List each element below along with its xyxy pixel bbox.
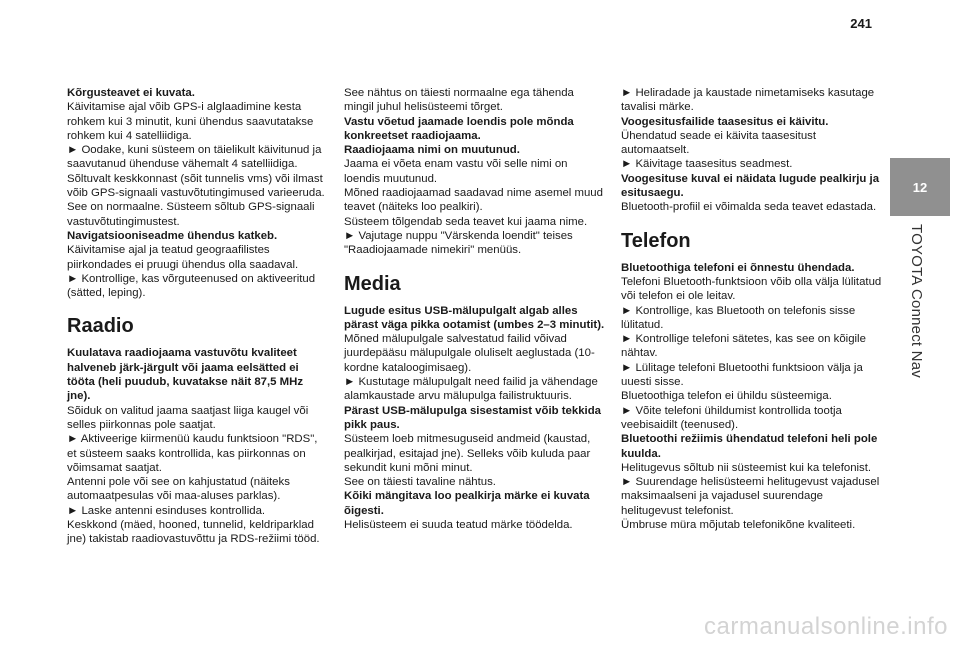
paragraph: ► Kustutage mälupulgalt need failid ja vähendage alamkaustade arvu mälupulga failistruktuuris. bbox=[344, 376, 598, 403]
paragraph: See nähtus on täiesti normaalne ega tähenda mingil juhul helisüsteemi tõrget. bbox=[344, 87, 574, 114]
paragraph: ► Käivitage taasesitus seadmest. bbox=[621, 158, 793, 171]
paragraph: See on normaalne. Süsteem sõltub GPS-signaali vastuvõtutingimustest. bbox=[67, 201, 315, 228]
issue-title: Lugude esitus USB-mälupulgalt algab alles pärast väga pikka ootamist (umbes 2–3 minutit). bbox=[344, 304, 605, 331]
paragraph: Bluetoothiga telefon ei ühildu süsteemiga. bbox=[621, 390, 832, 403]
paragraph: Keskkond (mäed, hooned, tunnelid, keldriparklad jne) takistab raadiovastuvõttu ja RDS-režiimi tööd. bbox=[67, 519, 320, 546]
paragraph: Sõltuvalt keskkonnast (sõit tunnelis vms) või ilmast võib GPS-signaali vastuvõtutingimused varieeruda. bbox=[67, 172, 325, 200]
column-3 bbox=[621, 86, 883, 532]
issue-title: Pärast USB-mälupulga sisestamist võib tekkida pikk paus. bbox=[344, 404, 602, 431]
paragraph: Bluetooth-profiil ei võimalda seda teavet edastada. bbox=[621, 201, 877, 214]
issue-title: Kõiki mängitava loo pealkirja märke ei kuvata õigesti. bbox=[344, 490, 590, 517]
chapter-side-tab bbox=[880, 0, 960, 649]
section-heading: Raadio bbox=[67, 315, 134, 338]
paragraph: Mõned mälupulgale salvestatud failid võivad juurdepääsu mälupulgale oluliselt aeglustada (10-kordne kataloogimisaeg). bbox=[344, 333, 595, 374]
paragraph: Süsteem tõlgendab seda teavet kui jaama nime. bbox=[344, 215, 588, 228]
paragraph: Helitugevus sõltub nii süsteemist kui ka telefonist. bbox=[621, 461, 872, 474]
chapter-number-box: 12 bbox=[890, 158, 950, 216]
paragraph: ► Vajutage nuppu "Värskenda loendit" teises "Raadiojaamade nimekiri" menüüs. bbox=[344, 229, 573, 257]
issue-title: Bluetoothiga telefoni ei õnnestu ühendada. bbox=[621, 261, 855, 274]
section-heading: Media bbox=[344, 272, 401, 295]
paragraph: Helisüsteem ei suuda teatud märke töödelda. bbox=[344, 519, 573, 532]
paragraph: ► Lülitage telefoni Bluetoothi funktsioon välja ja uuesti sisse. bbox=[621, 361, 863, 389]
issue-title: Voogesitusfailide taasesitus ei käivitu. bbox=[621, 115, 829, 128]
issue-title: Voogesituse kuval ei näidata lugude pealkirju ja esitusaegu. bbox=[621, 172, 880, 200]
paragraph: Jaama ei võeta enam vastu või selle nimi on loendis muutunud. bbox=[344, 158, 568, 185]
watermark: carmanualsonline.info bbox=[704, 613, 948, 640]
paragraph: ► Laske antenni esinduses kontrollida. bbox=[67, 504, 266, 517]
issue-title: Navigatsiooniseadme ühendus katkeb. bbox=[67, 229, 278, 242]
paragraph: ► Suurendage helisüsteemi helitugevust vajadusel maksimaalseni ja vajadusel suurendage helitugevust telefonist. bbox=[621, 476, 880, 517]
chapter-title: TOYOTA Connect Nav bbox=[908, 224, 925, 378]
issue-title: Bluetoothi režiimis ühendatud telefoni heli pole kuulda. bbox=[621, 433, 878, 460]
paragraph: ► Kontrollige, kas võrguteenused on aktiveeritud (sätted, leping). bbox=[67, 272, 316, 300]
column-1 bbox=[67, 86, 329, 547]
issue-title: Kuulatava raadiojaama vastuvõtu kvaliteet halveneb järk-järgult või jaama eelsätted ei tööta (heli puudub, kuvatakse näit 87,5 MHz jne). bbox=[67, 347, 304, 403]
paragraph: Telefoni Bluetooth-funktsioon võib olla välja lülitatud või telefon ei ole leitav. bbox=[621, 275, 882, 303]
paragraph: Käivitamise ajal ja teatud geograafilistes piirkondades ei pruugi ühendus olla saadaval. bbox=[67, 244, 299, 271]
paragraph: ► Heliradade ja kaustade nimetamiseks kasutage tavalisi märke. bbox=[621, 87, 875, 114]
section-heading: Telefon bbox=[621, 229, 691, 252]
issue-title: Raadiojaama nimi on muutunud. bbox=[344, 144, 520, 157]
paragraph: Antenni pole või see on kahjustatud (näiteks automaatpesulas või maa-aluses parklas). bbox=[67, 476, 290, 503]
paragraph: ► Oodake, kuni süsteem on täielikult käivitunud ja saavutanud ühenduse vähemalt 4 satelliidiga. bbox=[67, 144, 322, 171]
paragraph: Mõned raadiojaamad saadavad nime asemel muud teavet (näiteks loo pealkiri). bbox=[344, 187, 603, 214]
paragraph: See on täiesti tavaline nähtus. bbox=[344, 476, 496, 489]
paragraph: Ümbruse müra mõjutab telefonikõne kvaliteeti. bbox=[621, 519, 856, 532]
issue-title: Vastu võetud jaamade loendis pole mõnda konkreetset raadiojaama. bbox=[344, 115, 574, 142]
column-2 bbox=[344, 86, 606, 532]
paragraph: Ühendatud seade ei käivita taasesitust automaatselt. bbox=[621, 129, 817, 157]
issue-title: Kõrgusteavet ei kuvata. bbox=[67, 87, 195, 99]
paragraph: ► Aktiveerige kiirmenüü kaudu funktsioon "RDS", et süsteem saaks kontrollida, kas piirkonnas on võimsamat saatjat. bbox=[67, 433, 318, 474]
paragraph: ► Kontrollige telefoni sätetes, kas see on kõigile nähtav. bbox=[621, 333, 866, 360]
paragraph: Käivitamise ajal võib GPS-i alglaadimine kesta rohkem kui 3 minutit, kuni ühendus saavutatakse rohkem kui 4 satelliidiga. bbox=[67, 101, 314, 142]
paragraph: ► Võite telefoni ühildumist kontrollida tootja veebisaidilt (teenused). bbox=[621, 404, 842, 431]
paragraph: Sõiduk on valitud jaama saatjast liiga kaugel või selles piirkonnas pole saatjat. bbox=[67, 404, 309, 431]
page-number: 241 bbox=[850, 16, 872, 31]
paragraph: ► Kontrollige, kas Bluetooth on telefonis sisse lülitatud. bbox=[621, 304, 856, 331]
paragraph: Süsteem loeb mitmesuguseid andmeid (kaustad, pealkirjad, esitajad jne). Selleks võib kuluda paar sekundit kuni mõni minut. bbox=[344, 433, 591, 474]
